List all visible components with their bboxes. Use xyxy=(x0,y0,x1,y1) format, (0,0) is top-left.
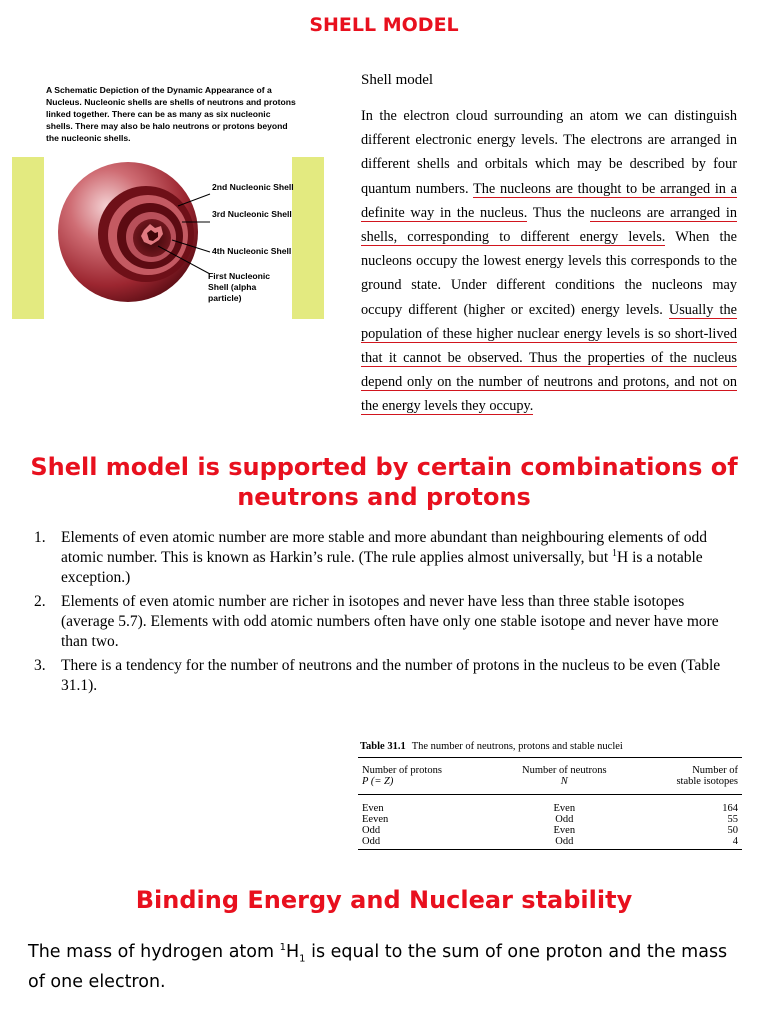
list-item xyxy=(32,592,722,652)
list-item xyxy=(32,656,722,696)
table-cell: Even xyxy=(553,803,576,814)
section-title: Shell model is supported by certain combinations of neutrons and protons xyxy=(30,453,738,511)
header-text: N xyxy=(560,776,568,787)
para-text: is equal to the sum of one proton and the mass of one electron. xyxy=(28,942,728,992)
table-caption-text: The number of neutrons, protons and stable nuclei xyxy=(411,741,623,752)
subscript: 1 xyxy=(299,953,306,965)
table-cell: Even xyxy=(362,803,384,814)
header-text: P (= Z) xyxy=(362,776,394,787)
header-neutrons xyxy=(488,758,641,795)
table-cell: Odd xyxy=(362,825,381,836)
underlined-text: Usually the population of these higher nuclear energy levels is so short-lived that it cannot be observed. Thus the properties of the nucleus depend only on the number of neutrons and protons, and not on the energy levels they occupy. xyxy=(361,301,737,415)
header-text: Number of xyxy=(692,765,738,776)
table-cell: 55 xyxy=(727,814,738,825)
label-first-shell: First Nucleonic Shell (alpha particle) xyxy=(208,271,271,303)
shell-model-heading: Shell model xyxy=(361,72,434,88)
header-text: Number of neutrons xyxy=(522,765,607,776)
table-cell: 4 xyxy=(641,836,742,850)
para-text: When the nucleons occupy the lowest energy levels this corresponds to the ground state. Under different conditions the nucleons may occupy different (higher or excited) energy levels. xyxy=(361,229,737,318)
label-fourth-shell: 4th Nucleonic Shell xyxy=(212,246,292,256)
list-number: 3. xyxy=(34,657,46,674)
rule-text: There is a tendency for the number of neutrons and the number of protons in the nucleus to be even (Table 31.1). xyxy=(61,657,721,694)
table-cell: Odd xyxy=(358,836,488,850)
table-cell: Eeven xyxy=(362,814,389,825)
table-cell: Even xyxy=(553,825,576,836)
underlined-text: The nucleons are thought to be arranged in a definite way in the nucleus. xyxy=(361,180,737,221)
page-title: SHELL MODEL xyxy=(309,14,459,36)
nucleus-diagram xyxy=(50,150,220,320)
binding-energy-title: Binding Energy and Nuclear stability xyxy=(135,886,633,914)
figure-caption: A Schematic Depiction of the Dynamic Appearance of a Nucleus. Nucleonic shells are shells of neutrons and protons linked together. There can be as many as six nucleonic shells. There may also be halo neutrons or protons beyond the nucleonic shells. xyxy=(46,85,296,143)
para-text: In the electron cloud surrounding an atom we can distinguish different electronic energy levels. The electrons are arranged in different shells and orbitals which may be described by four quantum numbers. xyxy=(361,108,737,197)
table-row xyxy=(358,836,742,850)
header-text: stable isotopes xyxy=(676,776,738,787)
para-text: The mass of hydrogen atom xyxy=(28,942,280,962)
rule-text: H is a notable exception.) xyxy=(61,549,703,586)
table-cell: 164 xyxy=(722,803,738,814)
list-item xyxy=(32,528,722,588)
table-cell: 50 xyxy=(727,825,738,836)
superscript: 1 xyxy=(279,942,286,954)
table-cell: Odd xyxy=(555,814,574,825)
decorative-bar-right xyxy=(292,157,324,319)
list-number: 1. xyxy=(34,529,46,546)
label-second-shell: 2nd Nucleonic Shell xyxy=(212,182,294,192)
isotope-table xyxy=(358,757,742,850)
rule-text: Elements of even atomic number are more stable and more abundant than neighbouring elements of odd atomic number. This is known as Harkin’s rule. (The rule applies almost universally, but xyxy=(61,529,708,566)
superscript: 1 xyxy=(612,547,618,559)
table-cell: Odd xyxy=(488,836,641,850)
shell-model-paragraph xyxy=(361,104,737,419)
table-row xyxy=(358,825,742,836)
element-symbol: H xyxy=(286,942,300,962)
table-row xyxy=(358,814,742,825)
underlined-text: nucleons are arranged in shells, corresponding to different energy levels. xyxy=(361,204,737,246)
header-isotopes xyxy=(641,758,742,795)
table-caption xyxy=(360,741,623,752)
binding-energy-paragraph xyxy=(28,937,728,997)
table-header-row xyxy=(358,758,742,795)
para-text: Thus the xyxy=(527,204,591,221)
table-label: Table 31.1 xyxy=(360,741,406,752)
rules-list xyxy=(32,528,722,700)
header-text: Number of protons xyxy=(362,765,442,776)
label-third-shell: 3rd Nucleonic Shell xyxy=(212,209,292,219)
table-row xyxy=(358,795,742,815)
header-protons xyxy=(358,758,488,795)
decorative-bar-left xyxy=(12,157,44,319)
rule-text: Elements of even atomic number are richer in isotopes and never have less than three stable isotopes (average 5.7). Elements with odd atomic numbers often have only one stable isotope and never have more than two. xyxy=(61,593,719,650)
list-number: 2. xyxy=(34,593,46,610)
